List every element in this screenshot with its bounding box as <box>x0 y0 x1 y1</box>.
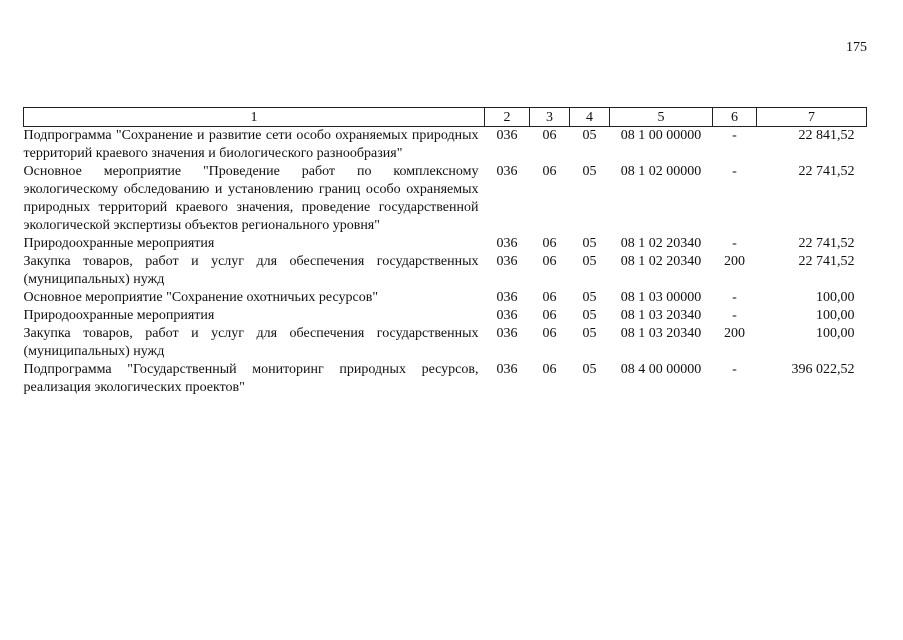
row-code-5: 08 1 00 00000 <box>620 128 702 143</box>
table-row <box>24 307 867 325</box>
budget-table <box>23 107 867 397</box>
row-code-2: 036 <box>496 128 518 143</box>
header-col-6: 6 <box>713 108 757 127</box>
row-code-5: 08 1 03 20340 <box>620 326 702 341</box>
row-code-2: 036 <box>496 236 518 251</box>
row-code-4: 05 <box>582 290 597 305</box>
table-row <box>24 127 867 164</box>
row-name: Закупка товаров, работ и услуг для обеспечения государственных (муниципальных) нужд <box>23 254 479 287</box>
table-row <box>24 253 867 289</box>
table-row <box>24 289 867 307</box>
row-amount: 22 741,52 <box>798 236 855 251</box>
row-code-3: 06 <box>542 308 557 323</box>
row-code-4: 05 <box>582 128 597 143</box>
row-code-6: - <box>732 128 737 143</box>
row-code-5: 08 1 03 20340 <box>620 308 702 323</box>
row-code-3: 06 <box>542 254 557 269</box>
row-code-6: - <box>732 308 737 323</box>
header-col-5: 5 <box>610 108 713 127</box>
row-code-2: 036 <box>496 326 518 341</box>
row-name: Закупка товаров, работ и услуг для обеспечения государственных (муниципальных) нужд <box>23 326 479 359</box>
row-name: Подпрограмма "Сохранение и развитие сети особо охраняемых природных территорий краевого значения и биологического разнообразия" <box>23 128 479 161</box>
row-code-5: 08 4 00 00000 <box>620 362 702 377</box>
row-code-4: 05 <box>582 164 597 179</box>
row-code-6: - <box>732 164 737 179</box>
row-code-6: - <box>732 236 737 251</box>
table-row <box>24 163 867 235</box>
row-code-4: 05 <box>582 236 597 251</box>
row-amount: 22 741,52 <box>798 164 855 179</box>
row-code-2: 036 <box>496 362 518 377</box>
row-code-4: 05 <box>582 308 597 323</box>
row-code-3: 06 <box>542 164 557 179</box>
header-col-2: 2 <box>485 108 530 127</box>
row-code-3: 06 <box>542 290 557 305</box>
row-code-2: 036 <box>496 164 518 179</box>
row-code-4: 05 <box>582 362 597 377</box>
row-code-5: 08 1 02 20340 <box>620 236 702 251</box>
row-amount: 22 841,52 <box>798 128 855 143</box>
row-code-2: 036 <box>496 290 518 305</box>
page-number: 175 <box>846 40 867 55</box>
table-row <box>24 325 867 361</box>
row-code-6: - <box>732 362 737 377</box>
row-code-3: 06 <box>542 128 557 143</box>
row-amount: 396 022,52 <box>791 362 855 377</box>
row-code-3: 06 <box>542 362 557 377</box>
row-code-3: 06 <box>542 236 557 251</box>
row-code-6: 200 <box>724 254 745 269</box>
header-col-4: 4 <box>570 108 610 127</box>
row-code-4: 05 <box>582 326 597 341</box>
row-code-2: 036 <box>496 308 518 323</box>
row-amount: 100,00 <box>816 326 855 341</box>
table-row <box>24 361 867 397</box>
row-amount: 100,00 <box>816 308 855 323</box>
row-code-5: 08 1 02 00000 <box>620 164 702 179</box>
header-col-1: 1 <box>24 108 485 127</box>
row-name: Подпрограмма "Государственный мониторинг природных ресурсов, реализация экологических проектов" <box>23 362 479 395</box>
row-name: Основное мероприятие "Сохранение охотничьих ресурсов" <box>23 290 379 305</box>
row-name: Природоохранные мероприятия <box>23 308 215 323</box>
row-code-5: 08 1 03 00000 <box>620 290 702 305</box>
row-amount: 100,00 <box>816 290 855 305</box>
row-amount: 22 741,52 <box>798 254 855 269</box>
row-code-3: 06 <box>542 326 557 341</box>
table-body <box>24 127 867 398</box>
header-row <box>24 108 867 127</box>
row-name: Природоохранные мероприятия <box>23 236 215 251</box>
header-col-7: 7 <box>757 108 867 127</box>
row-name: Основное мероприятие "Проведение работ по комплексному экологическому обследованию и установлению границ особо охраняемых природных территорий краевого значения, проведение государственной экологической экспертизы объектов регионального уровня" <box>23 164 479 233</box>
table-row <box>24 235 867 253</box>
table-header <box>24 108 867 127</box>
row-code-6: 200 <box>724 326 745 341</box>
row-code-5: 08 1 02 20340 <box>620 254 702 269</box>
row-code-6: - <box>732 290 737 305</box>
row-code-2: 036 <box>496 254 518 269</box>
row-code-4: 05 <box>582 254 597 269</box>
header-col-3: 3 <box>530 108 570 127</box>
